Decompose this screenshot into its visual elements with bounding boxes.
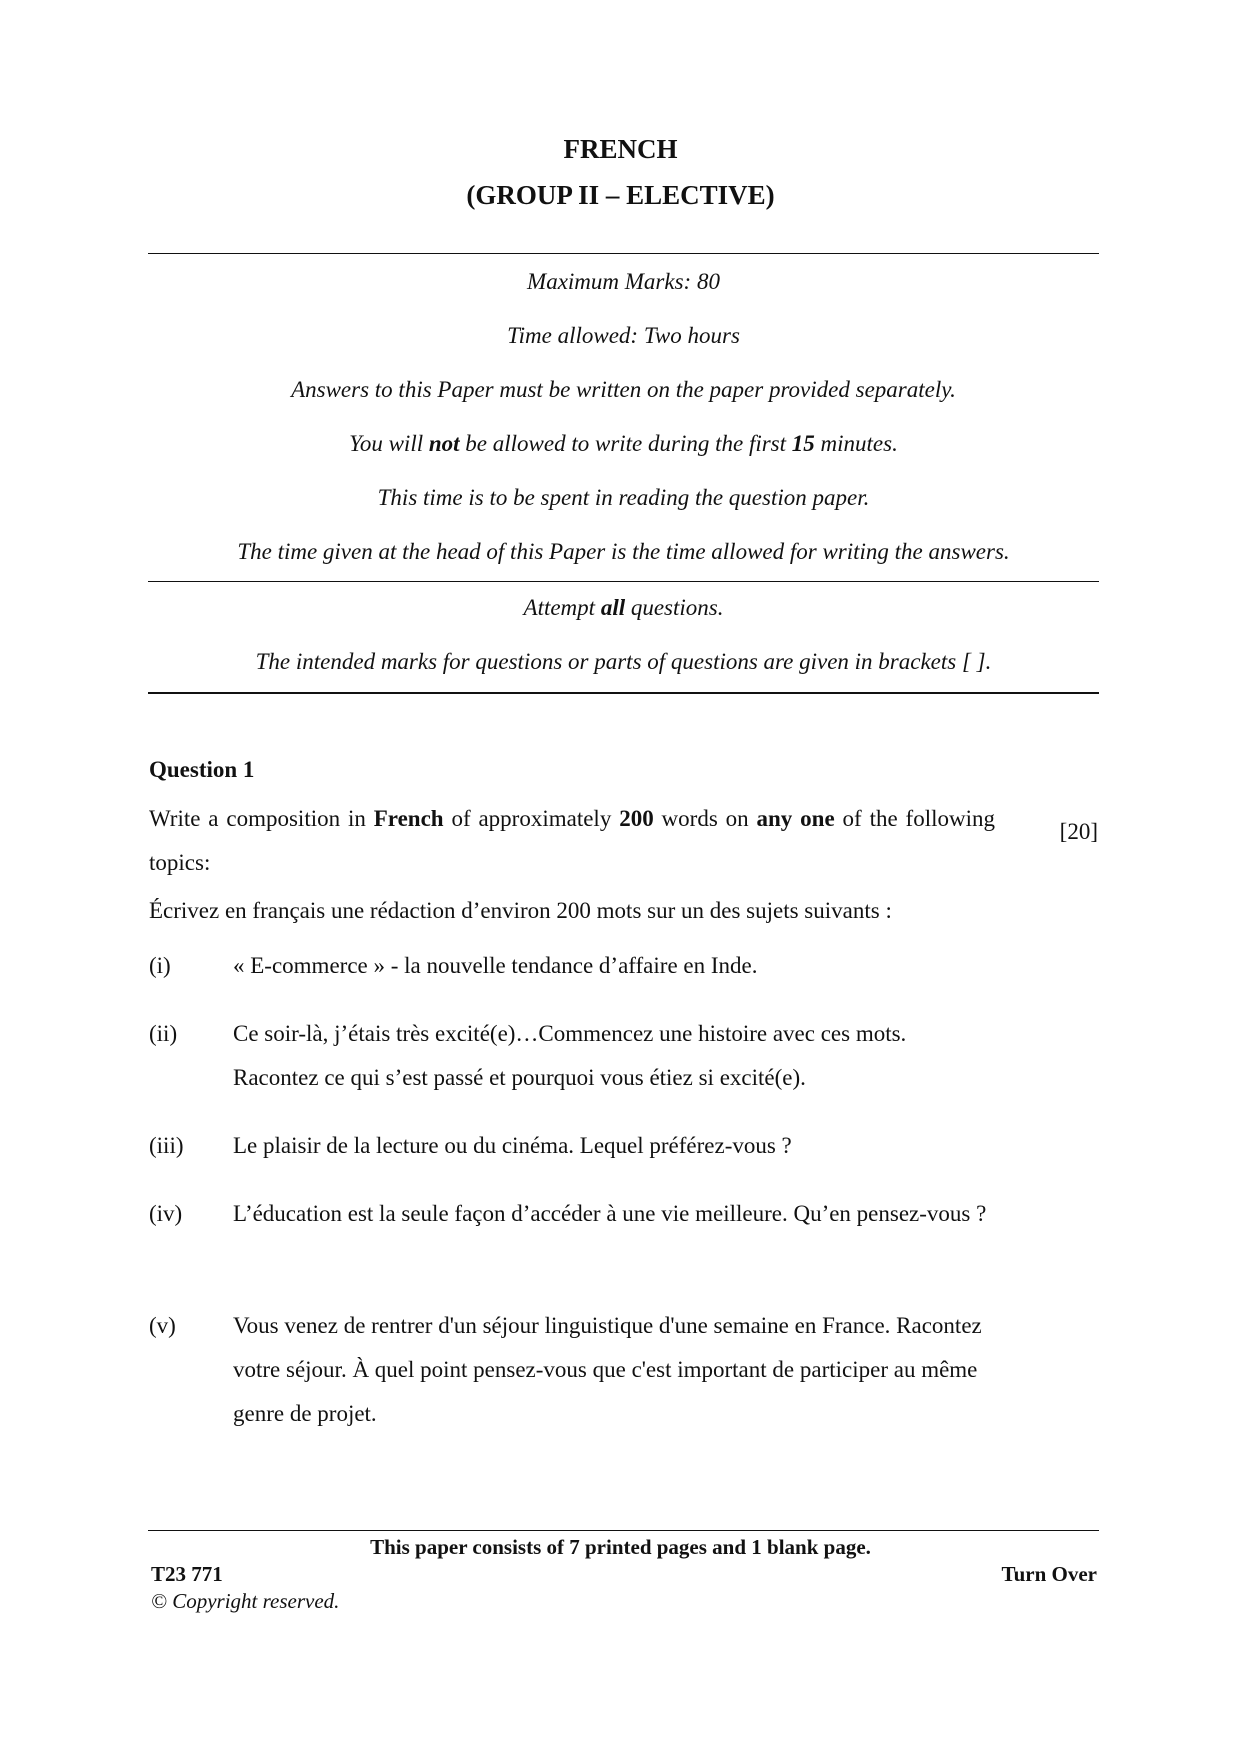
- page-count-note: This paper consists of 7 printed pages and 1 blank page.: [370, 1535, 871, 1559]
- option-text: Ce soir-là, j’étais très excité(e)…Commencez une histoire avec ces mots. Racontez ce qui s’est passé et pourquoi vous étiez si excité(e).: [233, 1021, 907, 1090]
- time-given: The time given at the head of this Paper is the time allowed for writing the answers.: [237, 539, 1010, 564]
- attempt-pre: Attempt: [523, 595, 601, 620]
- reading-pre: You will: [349, 431, 429, 456]
- copyright-notice: © Copyright reserved.: [151, 1589, 340, 1613]
- section-divider: [148, 692, 1099, 694]
- turn-over-label: Turn Over: [1001, 1562, 1097, 1586]
- instructions-divider: [148, 581, 1099, 582]
- question-prompt: [149, 797, 995, 885]
- reading-num: 15: [791, 431, 815, 456]
- paper-subtitle: (GROUP II – ELECTIVE): [466, 180, 775, 210]
- french-instruction: Écrivez en français une rédaction d’environ 200 mots sur un des sujets suivants :: [149, 898, 892, 923]
- prompt-word-count: 200: [619, 806, 654, 831]
- reading-not: not: [428, 431, 460, 456]
- prompt-part: of the following topics:: [149, 806, 995, 875]
- option-number: (iv): [149, 1201, 183, 1226]
- attempt-post: questions.: [625, 595, 724, 620]
- prompt-part: Write a composition in: [149, 806, 374, 831]
- attempt-all: all: [600, 595, 626, 620]
- option-number: (iii): [149, 1133, 184, 1158]
- option-text: L’éducation est la seule façon d’accéder à une vie meilleure. Qu’en pensez-vous ?: [233, 1201, 987, 1226]
- footer-divider: [148, 1530, 1099, 1531]
- option-text: Le plaisir de la lecture ou du cinéma. Lequel préférez-vous ?: [233, 1133, 792, 1158]
- paper-code: T23 771: [151, 1562, 223, 1586]
- intended-marks: The intended marks for questions or parts of questions are given in brackets [ ].: [255, 649, 992, 674]
- answers-instruction: Answers to this Paper must be written on the paper provided separately.: [291, 377, 956, 402]
- max-marks: Maximum Marks: 80: [527, 269, 720, 294]
- reading-mid: be allowed to write during the first: [459, 431, 792, 456]
- reading-post: minutes.: [814, 431, 898, 456]
- question-marks: [20]: [1059, 819, 1098, 844]
- question-heading: Question 1: [149, 757, 255, 782]
- option-number: (i): [149, 953, 171, 978]
- attempt-instruction: [148, 593, 1099, 623]
- prompt-part: of approximately: [443, 806, 620, 831]
- time-allowed: Time allowed: Two hours: [507, 323, 740, 348]
- prompt-french: French: [373, 806, 444, 831]
- prompt-any-one: any one: [756, 806, 835, 831]
- prompt-part: words on: [653, 806, 757, 831]
- option-number: (v): [149, 1313, 176, 1338]
- option-number: (ii): [149, 1021, 178, 1046]
- option-text: Vous venez de rentrer d'un séjour linguistique d'une semaine en France. Racontez votre séjour. À quel point pensez-vous que c'est important de participer au même genre de projet.: [233, 1313, 982, 1426]
- option-text: « E-commerce » - la nouvelle tendance d’affaire en Inde.: [233, 953, 758, 978]
- reading-instruction: [148, 429, 1099, 459]
- paper-title: FRENCH: [563, 134, 678, 164]
- header-divider: [148, 253, 1099, 254]
- reading-time: This time is to be spent in reading the question paper.: [377, 485, 870, 510]
